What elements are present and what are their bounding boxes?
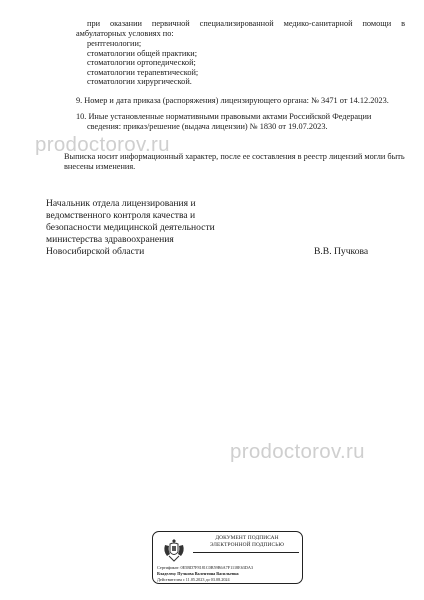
stamp-title (193, 535, 301, 549)
stamp-title-line2: ЭЛЕКТРОННОЙ ПОДПИСЬЮ (209, 542, 285, 548)
list-item: стоматологии хирургической. (87, 77, 192, 87)
list-item: стоматологии ортопедической; (87, 58, 196, 68)
signatory-line: министерства здравоохранения (46, 234, 174, 245)
watermark: prodoctorov.ru (35, 133, 170, 156)
e-signature-stamp (152, 531, 303, 584)
stamp-title-line1: ДОКУМЕНТ ПОДПИСАН (215, 535, 279, 541)
signatory-line: Начальник отдела лицензирования и (46, 198, 196, 209)
list-item: рентгенологии; (87, 39, 142, 48)
signatory-block (46, 198, 276, 258)
service-list (87, 39, 387, 87)
signatory-line: Новосибирской области (46, 246, 145, 257)
item-9: 9. Номер и дата приказа (распоряжения) лицензирующего органа: № 3471 от 14.12.2023. (76, 96, 389, 105)
list-item: стоматологии общей практики; (87, 48, 198, 58)
watermark: prodoctorov.ru (230, 440, 365, 463)
coat-of-arms-icon (161, 537, 187, 563)
stamp-validity: Действителен с 11.05.2023 до 03.08.2024 (157, 577, 230, 582)
item-10-line1: 10. Иные установленные нормативными правовыми актами Российской Федерации (76, 112, 372, 121)
stamp-certificate: Сертификат: 0E5BD7F8181C0B59B6A7F1118E63DA3 (157, 565, 254, 570)
list-item: стоматологии терапевтической; (87, 67, 199, 77)
signatory-line: ведомственного контроля качества и (46, 210, 196, 221)
item-10 (76, 112, 406, 131)
item-10-line2: сведения: приказ/решение (выдача лицензии) № 1830 от 19.07.2023. (87, 121, 328, 131)
stamp-owner: Владелец: Пучкова Валентина Васильевна (157, 571, 239, 576)
signatory-line: безопасности медицинской деятельности (46, 222, 215, 233)
stamp-divider (193, 552, 299, 553)
signatory-name: В.В. Пучкова (314, 246, 369, 257)
notice-text: Выписка носит информационный характер, после ее составления в реестр лицензий могли быть внесены изменения. (64, 152, 405, 171)
intro-paragraph: при оказании первичной специализированной медико-санитарной помощи в амбулаторных условиях по: (76, 19, 405, 38)
